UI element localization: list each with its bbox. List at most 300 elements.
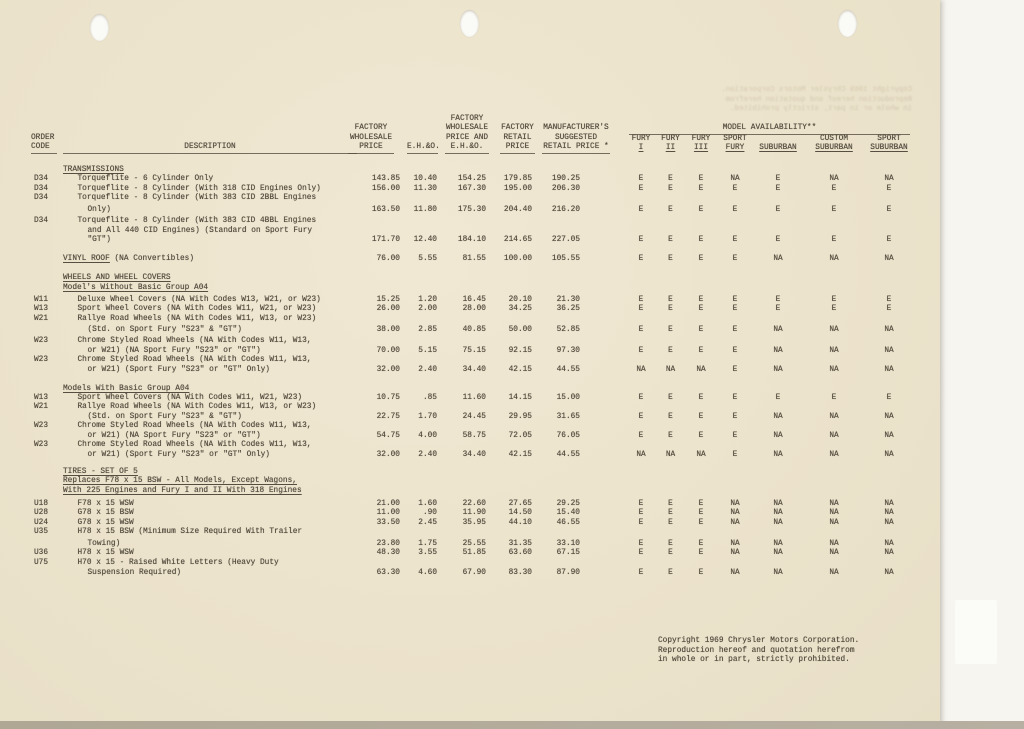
- price-cell: 25.55: [462, 539, 486, 548]
- availability-cell: NA: [884, 346, 894, 355]
- availability-cell: E: [698, 295, 704, 304]
- table-row: [0, 385, 940, 395]
- availability-cell: NA: [884, 255, 894, 264]
- price-cell: 214.65: [503, 236, 532, 245]
- price-cell: 34.40: [462, 450, 486, 459]
- availability-cell: E: [698, 394, 704, 402]
- availability-cell: NA: [730, 539, 740, 548]
- price-cell: 42.15: [508, 450, 532, 459]
- availability-column-header: [867, 135, 911, 154]
- table-row: [0, 519, 940, 529]
- table-row: [0, 540, 940, 550]
- price-cell: 31.65: [556, 412, 580, 421]
- availability-cell: NA: [773, 569, 783, 578]
- price-cell: 48.30: [376, 549, 400, 558]
- table-row: [0, 206, 940, 216]
- table-row: [0, 403, 940, 413]
- availability-cell: E: [668, 539, 673, 548]
- description-text: Torqueflite - 6 Cylinder Only: [77, 175, 214, 184]
- price-cell: 15.00: [556, 394, 580, 402]
- price-cell: 34.40: [462, 365, 486, 374]
- ghost-line: Reproduction hereof and quotation herefrom: [725, 95, 912, 104]
- availability-cell: NA: [829, 518, 839, 527]
- price-cell: 184.10: [457, 236, 486, 245]
- table-row: [0, 315, 940, 325]
- availability-cell: E: [668, 509, 673, 518]
- availability-cell: E: [638, 500, 644, 508]
- price-cell: 1.60: [418, 500, 437, 508]
- description-cell: [63, 255, 194, 265]
- table-row: [0, 326, 940, 336]
- availability-cell: E: [732, 450, 738, 459]
- availability-column-top: FURY: [661, 134, 680, 143]
- availability-cell: NA: [829, 255, 839, 264]
- availability-cell: E: [732, 365, 738, 374]
- availability-cell: NA: [829, 569, 839, 578]
- order-code-header-line: ORDER: [31, 133, 55, 142]
- description-cell: [88, 206, 111, 216]
- availability-cell: E: [638, 326, 644, 335]
- order-code-cell: U75: [34, 558, 49, 567]
- availability-cell: NA: [884, 509, 894, 518]
- price-cell: 227.05: [551, 236, 580, 245]
- availability-cell: E: [698, 205, 704, 214]
- price-cell: 154.25: [457, 175, 486, 184]
- description-cell: [63, 274, 171, 284]
- availability-cell: E: [638, 412, 644, 421]
- availability-column-label: FURY: [725, 144, 745, 152]
- price-cell: 1.20: [418, 295, 437, 304]
- availability-cell: E: [732, 236, 738, 245]
- description-text: Torqueflite - 8 Cylinder (With 383 CID 4BBL Engines: [77, 217, 317, 226]
- table-row: [0, 236, 940, 246]
- price-cell: 5.55: [418, 255, 437, 264]
- availability-cell: E: [638, 305, 644, 314]
- availability-cell: E: [775, 205, 781, 214]
- scanner-background-patch: [955, 600, 997, 664]
- availability-cell: E: [886, 305, 892, 314]
- description-text: G78 x 15 BSW: [77, 509, 134, 518]
- availability-cell: E: [638, 549, 644, 558]
- description-cell: [63, 385, 189, 395]
- table-row: [0, 451, 940, 461]
- price-cell: 33.10: [556, 539, 580, 548]
- availability-cell: E: [698, 326, 704, 335]
- copyright-block: [658, 637, 859, 666]
- price-cell: 72.05: [508, 431, 532, 440]
- availability-cell: E: [775, 236, 781, 245]
- availability-cell: E: [732, 346, 738, 355]
- availability-cell: E: [732, 205, 738, 214]
- price-cell: 4.60: [418, 569, 437, 578]
- price-cell: 195.00: [503, 184, 532, 193]
- price-cell: 2.45: [418, 518, 437, 527]
- order-code-cell: W23: [34, 356, 49, 365]
- availability-cell: E: [732, 326, 738, 335]
- table-row: [0, 227, 940, 237]
- availability-cell: E: [638, 509, 644, 518]
- availability-column-header: [812, 135, 856, 154]
- order-code-cell: U18: [34, 500, 49, 508]
- table-row: [0, 477, 940, 487]
- description-text: H70 x 15 - Raised White Letters (Heavy Duty: [77, 558, 279, 567]
- ghost-line: in whole or in part, strictly prohibited.: [730, 105, 912, 113]
- availability-cell: NA: [884, 518, 894, 527]
- price-cell: 58.75: [462, 431, 486, 440]
- price-cell: 44.55: [556, 365, 580, 374]
- availability-column-label: I: [638, 144, 644, 152]
- description-cell: [78, 175, 214, 185]
- availability-cell: E: [668, 518, 673, 527]
- table-row: [0, 569, 940, 579]
- header-line: PRICE: [505, 143, 530, 151]
- order-code-cell: W11: [34, 295, 49, 304]
- availability-cell: NA: [884, 450, 894, 459]
- price-cell: 204.40: [503, 205, 532, 214]
- description-text: VINYL ROOF: [63, 255, 110, 264]
- order-code-cell: U28: [34, 509, 49, 518]
- header-line: E.H.&O.: [450, 143, 484, 151]
- price-cell: 5.15: [418, 346, 437, 355]
- order-code-cell: U35: [34, 528, 49, 537]
- availability-cell: NA: [773, 365, 783, 374]
- availability-cell: NA: [884, 326, 894, 335]
- description-cell: [88, 432, 261, 442]
- header-line: RETAIL: [503, 133, 532, 142]
- availability-cell: NA: [665, 365, 676, 374]
- description-text: Models With Basic Group A04: [63, 384, 190, 393]
- description-text: Chrome Styled Road Wheels (NA With Codes W11, W13,: [77, 337, 312, 346]
- price-cell: 11.60: [462, 394, 486, 402]
- description-cell: [63, 284, 208, 294]
- copyright-line: in whole or in part, strictly prohibited.: [658, 656, 850, 664]
- price-cell: 11.80: [413, 205, 437, 214]
- availability-cell: E: [886, 205, 892, 214]
- order-code-cell: W13: [34, 394, 49, 402]
- availability-cell: E: [831, 305, 837, 314]
- availability-cell: E: [698, 569, 704, 578]
- order-code-cell: D34: [34, 175, 49, 184]
- availability-cell: NA: [636, 450, 646, 459]
- price-cell: 52.85: [556, 326, 580, 335]
- availability-cell: NA: [829, 175, 839, 184]
- price-cell: 24.45: [462, 412, 486, 421]
- table-row: [0, 468, 940, 478]
- availability-cell: E: [775, 394, 781, 402]
- availability-cell: E: [775, 175, 781, 184]
- availability-cell: E: [668, 184, 673, 193]
- availability-cell: E: [698, 175, 704, 184]
- table-row: [0, 413, 940, 423]
- order-code-cell: U36: [34, 549, 49, 558]
- availability-cell: E: [638, 295, 644, 304]
- description-cell: [88, 540, 121, 550]
- description-text: or W21) (Sport Fury "S23" or "GT" Only): [87, 450, 270, 459]
- description-cell: [78, 528, 303, 538]
- availability-cell: NA: [730, 175, 740, 184]
- availability-cell: E: [698, 509, 704, 518]
- description-text: F78 x 15 WSW: [77, 500, 134, 508]
- table-row: [0, 255, 940, 265]
- description-cell: [78, 441, 312, 451]
- table-row: [0, 549, 940, 559]
- availability-cell: E: [638, 346, 644, 355]
- ghost-line: Copyright 1969 Chrysler Motors Corporation.: [721, 86, 912, 94]
- availability-column-top: CUSTOM: [819, 134, 849, 143]
- availability-column-top: SPORT: [877, 134, 901, 143]
- availability-cell: E: [698, 518, 704, 527]
- availability-column-header: [713, 135, 757, 154]
- price-cell: 206.30: [551, 184, 580, 193]
- availability-cell: E: [638, 518, 644, 527]
- description-text: WHEELS AND WHEEL COVERS: [63, 274, 171, 283]
- description-cell: [78, 403, 317, 413]
- availability-cell: E: [698, 255, 704, 264]
- page-bottom-edge-shadow: [0, 721, 1024, 729]
- availability-cell: NA: [884, 549, 894, 558]
- availability-column-header: [756, 135, 800, 154]
- availability-cell: NA: [773, 326, 783, 335]
- description-cell: [63, 477, 297, 487]
- header-line: FACTORY: [501, 124, 534, 132]
- price-cell: 83.30: [508, 569, 532, 578]
- availability-cell: E: [638, 539, 644, 548]
- ghost-bleed-through-text: [676, 86, 912, 115]
- price-cell: 3.55: [418, 549, 437, 558]
- description-text: (Std. on Sport Fury "S23" & "GT"): [87, 326, 242, 335]
- description-cell: [78, 194, 317, 204]
- price-cell: 1.70: [418, 412, 437, 421]
- price-cell: 40.85: [462, 326, 486, 335]
- price-cell: .85: [422, 394, 437, 402]
- availability-column-top: SPORT: [723, 134, 747, 143]
- price-cell: 27.65: [508, 500, 532, 508]
- availability-cell: E: [668, 412, 673, 421]
- description-cell: [63, 487, 302, 497]
- price-cell: 16.45: [462, 295, 486, 304]
- availability-cell: E: [886, 394, 892, 402]
- price-cell: 29.25: [556, 500, 580, 508]
- availability-cell: E: [886, 236, 892, 245]
- availability-column-label: SUBURBAN: [815, 144, 853, 152]
- availability-cell: E: [831, 295, 837, 304]
- description-text: Torqueflite - 8 Cylinder (With 383 CID 2BBL Engines: [77, 194, 317, 203]
- price-cell: 54.75: [376, 431, 400, 440]
- description-text: TIRES - SET OF 5: [63, 467, 138, 476]
- price-cell: 14.15: [508, 394, 532, 402]
- description-text: TRANSMISSIONS: [63, 166, 124, 174]
- availability-column-label: SUBURBAN: [870, 144, 908, 152]
- availability-cell: E: [698, 236, 704, 245]
- price-cell: 76.00: [376, 255, 400, 264]
- availability-cell: E: [668, 175, 673, 184]
- price-cell: 70.00: [376, 346, 400, 355]
- order-code-cell: W21: [34, 403, 49, 412]
- price-cell: 143.85: [371, 175, 400, 184]
- price-cell: 87.90: [556, 569, 580, 578]
- header-line: FACTORY: [450, 114, 484, 123]
- price-cell: 23.80: [376, 539, 400, 548]
- availability-cell: E: [638, 255, 644, 264]
- model-availability-label: MODEL AVAILABILITY**: [722, 124, 817, 132]
- price-cell: 4.00: [418, 431, 437, 440]
- price-cell: 28.00: [462, 305, 486, 314]
- description-cell: [88, 236, 111, 246]
- table-row: [0, 509, 940, 519]
- availability-cell: E: [668, 346, 673, 355]
- description-text: "GT"): [87, 236, 111, 245]
- description-text: or W21) (NA Sport Fury "S23" or "GT"): [87, 431, 261, 440]
- price-cell: 163.50: [371, 205, 400, 214]
- availability-column-bottom: [756, 144, 800, 154]
- availability-cell: NA: [829, 365, 839, 374]
- price-cell: 15.40: [556, 509, 580, 518]
- price-cell: 10.40: [413, 175, 437, 184]
- description-cell: [88, 413, 242, 423]
- description-cell: [78, 509, 134, 519]
- price-cell: 67.15: [556, 549, 580, 558]
- description-cell: [78, 217, 317, 227]
- description-text: Sport Wheel Covers (NA With Codes W11, W21, W23): [77, 394, 303, 402]
- availability-cell: E: [668, 255, 673, 264]
- table-row: [0, 296, 940, 306]
- description-text: H78 x 15 WSW: [77, 549, 134, 558]
- price-cell: 20.10: [508, 295, 532, 304]
- description-text: With 225 Engines and Fury I and II With 318 Engines: [63, 486, 302, 495]
- table-row: [0, 432, 940, 442]
- availability-cell: NA: [773, 509, 783, 518]
- table-row: [0, 347, 940, 357]
- description-cell: [88, 569, 182, 579]
- availability-cell: E: [668, 569, 673, 578]
- price-cell: 35.95: [462, 518, 486, 527]
- availability-cell: E: [668, 394, 673, 402]
- availability-column-bottom: [812, 144, 856, 154]
- availability-cell: NA: [730, 569, 740, 578]
- availability-cell: E: [831, 236, 837, 245]
- availability-cell: NA: [730, 518, 740, 527]
- availability-cell: E: [732, 305, 738, 314]
- header-line: SUGGESTED: [554, 133, 598, 142]
- availability-cell: E: [775, 184, 781, 193]
- price-cell: 33.50: [376, 518, 400, 527]
- description-cell: [88, 451, 270, 461]
- availability-cell: E: [638, 184, 644, 193]
- price-cell: 15.25: [376, 295, 400, 304]
- copyright-line: Copyright 1969 Chrysler Motors Corporation.: [658, 637, 860, 645]
- availability-cell: NA: [829, 450, 839, 459]
- description-cell: [78, 305, 317, 315]
- price-cell: 2.40: [418, 365, 437, 374]
- availability-cell: NA: [884, 412, 894, 421]
- price-cell: 22.60: [462, 500, 486, 508]
- price-cell: 11.30: [413, 184, 437, 193]
- availability-cell: NA: [665, 450, 676, 459]
- price-cell: 44.55: [556, 450, 580, 459]
- price-cell: 34.25: [508, 305, 532, 314]
- availability-column-label: SUBURBAN: [759, 144, 797, 152]
- description-cell: [78, 296, 321, 306]
- table-row: [0, 305, 940, 315]
- availability-cell: NA: [829, 346, 839, 355]
- availability-cell: NA: [773, 539, 783, 548]
- header-line: RETAIL PRICE *: [543, 143, 609, 151]
- description-text: (Std. on Sport Fury "S23" & "GT"): [87, 412, 242, 421]
- price-cell: 179.85: [503, 175, 532, 184]
- availability-cell: NA: [829, 500, 839, 508]
- copyright-line: Reproduction hereof and quotation herefrom: [658, 646, 855, 655]
- price-cell: 76.05: [556, 431, 580, 440]
- description-text: Model's Without Basic Group A04: [63, 283, 209, 292]
- description-text: or W21) (NA Sport Fury "S23" or "GT"): [87, 346, 261, 355]
- price-cell: 97.30: [556, 346, 580, 355]
- availability-column-label: II: [665, 144, 676, 152]
- availability-cell: E: [698, 500, 704, 508]
- price-cell: 44.10: [508, 518, 532, 527]
- availability-cell: NA: [773, 431, 783, 440]
- price-cell: 63.60: [508, 549, 532, 558]
- availability-cell: E: [886, 295, 892, 304]
- availability-cell: NA: [884, 569, 894, 578]
- availability-cell: NA: [773, 518, 783, 527]
- table-row: [0, 175, 940, 185]
- table-row: [0, 441, 940, 451]
- price-cell: 167.30: [457, 184, 486, 193]
- description-text: and All 440 CID Engines) (Standard on Sport Fury: [87, 226, 313, 235]
- availability-cell: E: [638, 431, 644, 440]
- description-cell: [78, 549, 134, 559]
- availability-cell: E: [698, 305, 704, 314]
- table-row: [0, 356, 940, 366]
- price-cell: 156.00: [371, 184, 400, 193]
- order-code-cell: W13: [34, 305, 49, 314]
- table-row: [0, 528, 940, 538]
- description-text: Chrome Styled Road Wheels (NA With Codes W11, W13,: [77, 441, 312, 450]
- header-line: MANUFACTURER'S: [543, 124, 609, 132]
- price-cell: 190.25: [551, 175, 580, 184]
- price-cell: 100.00: [503, 255, 532, 264]
- price-cell: 10.75: [376, 394, 400, 402]
- description-cell: [88, 347, 261, 357]
- availability-cell: NA: [696, 450, 706, 459]
- description-text: Torqueflite - 8 Cylinder (With 318 CID Engines Only): [77, 184, 321, 193]
- availability-cell: E: [698, 412, 704, 421]
- price-cell: 81.55: [462, 255, 486, 264]
- order-code-cell: D34: [34, 194, 49, 203]
- availability-subheaders: [0, 135, 940, 154]
- price-cell: 175.30: [457, 205, 486, 214]
- description-header-label: DESCRIPTION: [184, 143, 236, 151]
- punch-hole: [838, 10, 857, 37]
- description-text: Rallye Road Wheels (NA With Codes W11, W13, or W23): [77, 403, 317, 412]
- price-cell: 14.50: [508, 509, 532, 518]
- price-cell: 32.00: [376, 450, 400, 459]
- availability-cell: E: [732, 431, 738, 440]
- punch-hole: [460, 10, 479, 37]
- availability-cell: E: [732, 184, 738, 193]
- description-text: Only): [87, 205, 111, 214]
- price-cell: 51.85: [462, 549, 486, 558]
- availability-cell: E: [831, 184, 837, 193]
- availability-cell: E: [668, 500, 673, 508]
- availability-cell: E: [698, 539, 704, 548]
- description-text: Towing): [87, 539, 121, 548]
- availability-cell: NA: [829, 431, 839, 440]
- availability-cell: NA: [730, 500, 740, 508]
- price-cell: 21.30: [556, 295, 580, 304]
- availability-column-top: [756, 135, 800, 145]
- availability-cell: E: [638, 205, 644, 214]
